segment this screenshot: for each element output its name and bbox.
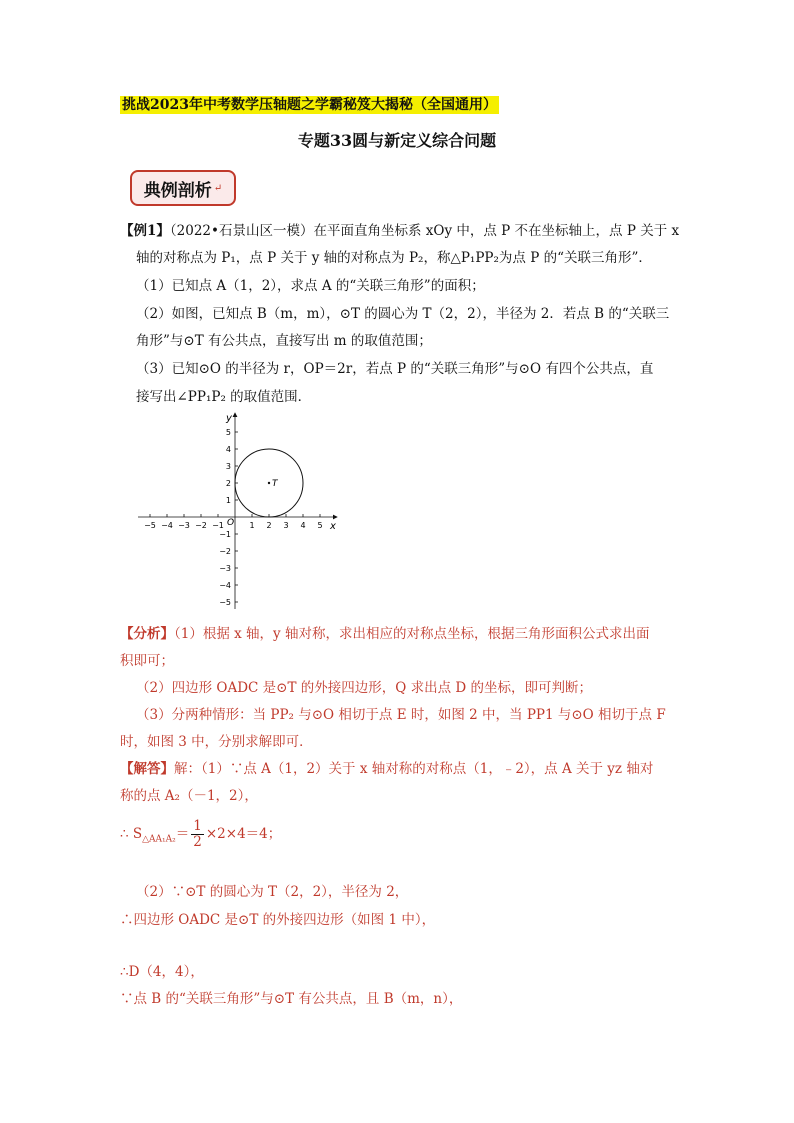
y-tick-label: 1: [225, 496, 231, 505]
solution-part2-line-4: ∵点 B 的“关联三角形”与⊙T 有公共点，且 B（m，n），: [120, 991, 463, 1007]
solution-part2-line-3: ∴D（4，4），: [120, 964, 204, 980]
example-tag: 【例1】: [120, 223, 170, 239]
analysis-tag: 【分析】: [120, 626, 174, 642]
y-tick-label: −4: [219, 581, 231, 590]
series-banner: 挑战2023年中考数学压轴题之学霸秘笈大揭秘（全国通用）: [122, 97, 497, 113]
y-axis-label: y: [226, 413, 232, 424]
center-label-t: T: [272, 479, 278, 489]
y-tick-label: 4: [225, 445, 231, 454]
y-tick-label: −1: [219, 530, 231, 539]
origin-label: O: [227, 518, 235, 528]
y-tick-label: 3: [225, 462, 231, 471]
analysis-line-4: （3）分两种情形：当 PP₂ 与⊙O 相切于点 E 时，如图 2 中，当 PP1 与⊙O 相切于点 F: [136, 707, 666, 723]
x-tick-label: −1: [212, 521, 224, 530]
x-tick-label: −3: [178, 521, 190, 530]
fraction-one-half: $\frac{1}{2}$: [193, 818, 202, 850]
problem-line-4: （2）如图，已知点 B（m，m），⊙T 的圆心为 T（2，2），半径为 2．若点 B 的“关联三: [136, 306, 670, 322]
x-tick-label: −4: [161, 521, 173, 530]
problem-line-7: 接写出∠PP₁P₂ 的取值范围．: [136, 389, 312, 405]
problem-line-1: 【例1】（2022•石景山区一模）在平面直角坐标系 xOy 中，点 P 不在坐标轴上，点 P 关于 x: [120, 223, 680, 239]
return-mark-icon: ↵: [213, 182, 223, 194]
analysis-line-5: 时，如图 3 中，分别求解即可．: [120, 734, 313, 750]
x-tick-label: 2: [266, 521, 272, 530]
x-tick-label: −5: [144, 521, 156, 530]
x-tick-label: 5: [317, 521, 323, 530]
center-point-t: [268, 482, 270, 484]
solution-tag: 【解答】: [120, 761, 174, 777]
y-tick-label: −3: [219, 564, 231, 573]
x-tick-label: 3: [283, 521, 289, 530]
x-axis-label: x: [330, 521, 336, 532]
page-title: 专题33圆与新定义综合问题: [297, 131, 497, 150]
x-tick-label: 4: [300, 521, 306, 530]
analysis-line-2: 积即可；: [120, 653, 174, 669]
problem-line-5: 角形”与⊙T 有公共点，直接写出 m 的取值范围；: [136, 333, 432, 349]
solution-line-1: 【解答】解：（1）∵点 A（1，2）关于 x 轴对称的对称点（1，﹣2），点 A 关于 yz 轴对: [120, 761, 654, 777]
x-tick-label: −2: [195, 521, 207, 530]
analysis-line-1: 【分析】（1）根据 x 轴，y 轴对称，求出相应的对称点坐标，根据三角形面积公式求出面: [120, 626, 650, 642]
x-tick-label: 1: [249, 521, 255, 530]
problem-line-2: 轴的对称点为 P₁，点 P 关于 y 轴的对称点为 P₂，称△P₁PP₂为点 P 的“关联三角形”．: [136, 250, 652, 266]
section-badge-label: 典例剖析: [143, 180, 212, 201]
coordinate-figure: [130, 405, 345, 615]
y-tick-label: 5: [225, 428, 231, 437]
area-formula: ∴ $S_{\triangle AA_1A_2}=$ $\frac{1}{2}$ ×2×4＝4；: [120, 818, 282, 850]
y-tick-label: −2: [219, 547, 231, 556]
problem-line-3: （1）已知点 A（1，2），求点 A 的“关联三角形”的面积；: [136, 278, 485, 294]
solution-line-2: 称的点 A₂（－1，2），: [120, 788, 258, 804]
solution-part2-line-1: （2）∵⊙T 的圆心为 T（2，2），半径为 2，: [136, 884, 409, 900]
analysis-line-3: （2）四边形 OADC 是⊙T 的外接四边形，Q 求出点 D 的坐标，即可判断；: [136, 680, 593, 696]
solution-part2-line-2: ∴四边形 OADC 是⊙T 的外接四边形（如图 1 中），: [120, 912, 436, 928]
section-badge: [130, 170, 236, 206]
problem-line-6: （3）已知⊙O 的半径为 r，OP＝2r，若点 P 的“关联三角形”与⊙O 有四个公共点，直: [136, 361, 654, 377]
y-tick-label: 2: [225, 479, 231, 488]
y-tick-label: −5: [219, 598, 231, 607]
